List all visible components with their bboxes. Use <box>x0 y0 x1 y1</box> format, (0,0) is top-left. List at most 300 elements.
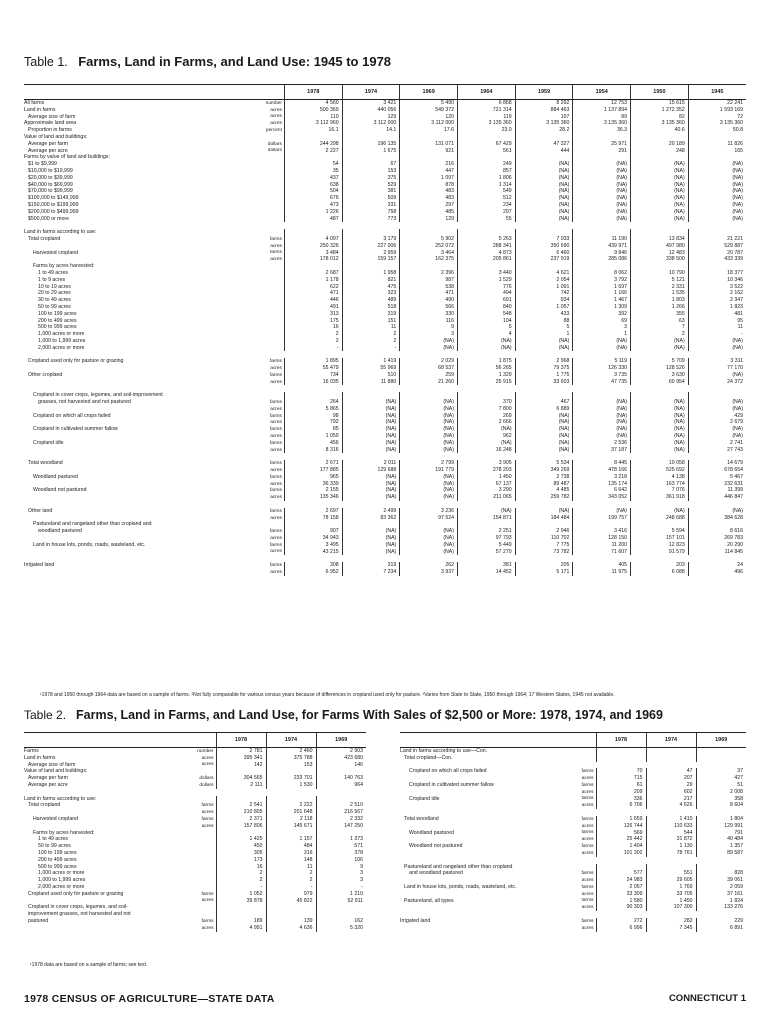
table2-right-header-row <box>400 733 746 748</box>
data-cell: 1 166 <box>573 290 631 297</box>
table-row <box>24 120 746 127</box>
data-cell <box>216 911 266 918</box>
data-cell: 145 671 <box>266 823 316 830</box>
spacer-cell <box>24 351 746 358</box>
data-cell: 5 534 <box>515 460 573 467</box>
data-cell <box>515 521 573 528</box>
data-cell: 16 <box>216 864 266 871</box>
data-cell: 73 782 <box>515 549 573 556</box>
row-label <box>24 419 256 426</box>
data-cell: 2 799 <box>400 460 458 467</box>
data-cell: 135 174 <box>573 481 631 488</box>
data-cell: 965 <box>284 474 342 481</box>
data-cell: 2 054 <box>515 277 573 284</box>
data-cell: (NA) <box>342 447 400 454</box>
table1-title <box>24 54 391 69</box>
table-row <box>24 481 746 488</box>
data-cell: 1 309 <box>573 304 631 311</box>
table-row <box>24 911 366 918</box>
data-cell: 162 <box>316 918 366 925</box>
table-row <box>24 535 746 542</box>
data-cell: 2 008 <box>696 789 746 796</box>
data-cell: 518 <box>342 304 400 311</box>
row-label: 1,000 acres or more <box>38 870 85 877</box>
row-unit <box>256 521 284 528</box>
row-unit: farms <box>581 816 594 822</box>
data-cell: (NA) <box>573 413 631 420</box>
table-row <box>24 168 746 175</box>
table-row <box>24 202 746 209</box>
data-cell: 496 <box>688 569 746 576</box>
data-cell: 165 <box>688 148 746 155</box>
table-row <box>24 843 366 850</box>
data-cell: 17.6 <box>400 127 458 134</box>
data-cell: 3 464 <box>400 250 458 257</box>
table-row <box>24 419 746 426</box>
row-label <box>24 243 256 250</box>
data-cell: 1 775 <box>515 372 573 379</box>
table2-number: Table 2. <box>24 708 67 722</box>
data-cell: 2 251 <box>457 528 515 535</box>
data-cell <box>457 229 515 236</box>
row-label: Proportion in farms <box>28 127 72 134</box>
row-label: Total cropland <box>28 802 61 809</box>
data-cell: 116 <box>400 318 458 325</box>
data-cell: 128 150 <box>573 535 631 542</box>
data-cell: 43 215 <box>284 549 342 556</box>
data-cell: (NA) <box>342 535 400 542</box>
data-cell: 934 <box>515 297 573 304</box>
data-cell: 56 265 <box>457 365 515 372</box>
data-cell <box>573 392 631 399</box>
data-cell: 2 959 <box>342 250 400 257</box>
data-cell: 2 <box>631 331 689 338</box>
header-blank <box>24 733 216 748</box>
data-cell: 250 326 <box>284 243 342 250</box>
data-cell: 47 327 <box>515 141 573 148</box>
data-cell <box>688 392 746 399</box>
data-cell: 7 <box>631 324 689 331</box>
data-cell: 1 804 <box>696 816 746 823</box>
table-row <box>400 850 746 857</box>
table-row <box>24 311 746 318</box>
data-cell: 282 <box>646 918 696 925</box>
table-row <box>400 830 746 837</box>
data-cell: (NA) <box>342 440 400 447</box>
table-row <box>400 802 746 809</box>
row-label: Land in farms according to use: <box>24 795 97 802</box>
data-cell: (NA) <box>688 161 746 168</box>
data-cell: 481 <box>688 311 746 318</box>
data-cell: 330 <box>400 311 458 318</box>
data-cell: 79 375 <box>515 365 573 372</box>
data-cell: 525 692 <box>631 467 689 474</box>
row-label: All farms <box>24 100 45 106</box>
row-unit <box>256 338 284 345</box>
data-cell: 249 <box>457 161 515 168</box>
data-cell: 227 006 <box>342 243 400 250</box>
data-cell <box>457 134 515 141</box>
row-label: 100 to 199 acres <box>38 310 77 317</box>
data-cell <box>515 263 573 270</box>
table-row <box>24 925 366 932</box>
data-cell: 216 567 <box>316 809 366 816</box>
data-cell: 191 779 <box>400 467 458 474</box>
data-cell: 272 <box>596 918 646 925</box>
row-unit: dollars <box>267 141 282 147</box>
data-cell: 12 753 <box>573 100 631 107</box>
data-cell: 840 <box>457 304 515 311</box>
row-unit: acres <box>201 762 214 768</box>
data-cell: 15 615 <box>631 100 689 107</box>
data-cell: 5 902 <box>400 236 458 243</box>
data-cell: 491 <box>284 304 342 311</box>
data-cell: 278 203 <box>457 467 515 474</box>
row-unit <box>192 850 216 857</box>
data-cell: - <box>342 345 400 352</box>
data-cell: 1 373 <box>316 836 366 843</box>
data-cell: 4 873 <box>457 250 515 257</box>
data-cell: 691 <box>457 297 515 304</box>
data-cell: 11 200 <box>573 542 631 549</box>
data-cell: (NA) <box>342 474 400 481</box>
data-cell: 107 300 <box>646 904 696 911</box>
data-cell: 63 <box>631 318 689 325</box>
data-cell: 54 <box>284 161 342 168</box>
row-label: Cropland in cover crops, legumes, and soil-improvement <box>33 392 163 399</box>
row-label: Value of land and buildings: <box>24 768 88 775</box>
data-cell: 163 774 <box>631 481 689 488</box>
row-label: Other cropland <box>28 371 63 378</box>
data-cell: (NA) <box>631 433 689 440</box>
row-unit <box>256 134 284 141</box>
table-row <box>24 379 746 386</box>
table-row <box>24 392 746 399</box>
data-cell: 305 <box>216 850 266 857</box>
data-cell: 12 483 <box>631 250 689 257</box>
year-header: 1978 <box>596 733 646 748</box>
data-cell: 319 <box>342 311 400 318</box>
data-cell: 361 918 <box>631 494 689 501</box>
data-cell: (NA) <box>688 338 746 345</box>
data-cell: 88 <box>515 318 573 325</box>
row-label: Irrigated land <box>400 917 431 924</box>
data-cell: (NA) <box>342 426 400 433</box>
data-cell: 343 052 <box>573 494 631 501</box>
data-cell <box>316 796 366 803</box>
data-cell: 135 346 <box>284 494 342 501</box>
data-cell: (NA) <box>573 182 631 189</box>
table-row <box>24 277 746 284</box>
data-cell: 1 769 <box>646 884 696 891</box>
data-cell: 72 <box>688 114 746 121</box>
data-cell: 110 633 <box>646 823 696 830</box>
data-cell: 11 399 <box>688 487 746 494</box>
row-label: Land in house lots, ponds, roads, wasteland, etc. <box>33 541 146 548</box>
year-header: 1954 <box>573 85 631 100</box>
data-cell: 1 <box>573 331 631 338</box>
table-row <box>24 775 366 782</box>
data-cell: 316 <box>266 850 316 857</box>
state-page-number: CONNECTICUT 1 <box>668 993 746 1004</box>
data-cell: 36 339 <box>284 481 342 488</box>
data-cell: 381 <box>342 188 400 195</box>
data-cell: 14 452 <box>457 569 515 576</box>
table-row <box>24 134 746 141</box>
year-header: 1974 <box>266 733 316 748</box>
data-cell: (NA) <box>400 413 458 420</box>
data-cell <box>688 154 746 161</box>
data-cell: 510 <box>342 372 400 379</box>
data-cell: (NA) <box>631 447 689 454</box>
row-unit <box>256 161 284 168</box>
data-cell <box>646 748 696 755</box>
table-row <box>24 324 746 331</box>
row-unit: acres <box>270 433 282 439</box>
data-cell <box>573 229 631 236</box>
data-cell: 2 679 <box>688 419 746 426</box>
data-cell: (NA) <box>457 338 515 345</box>
data-cell: (NA) <box>400 440 458 447</box>
row-label: Land in farms according to use: <box>24 229 97 236</box>
table-row <box>400 925 746 932</box>
data-cell: 162 375 <box>400 256 458 263</box>
data-cell: 237 919 <box>515 256 573 263</box>
data-cell: 47 <box>646 768 696 775</box>
row-unit <box>570 755 596 762</box>
data-cell <box>696 755 746 762</box>
data-cell <box>696 748 746 755</box>
data-cell: (NA) <box>688 345 746 352</box>
data-cell: (NA) <box>631 508 689 515</box>
data-cell: 14.1 <box>342 127 400 134</box>
data-cell: 175 <box>284 318 342 325</box>
table-row <box>24 782 366 789</box>
data-cell: 82 <box>631 114 689 121</box>
row-label <box>24 256 256 263</box>
table-row <box>24 918 366 925</box>
spacer-cell <box>400 762 746 769</box>
year-header: 1969 <box>400 85 458 100</box>
table-row <box>24 870 366 877</box>
table-row <box>400 782 746 789</box>
data-cell: 33 705 <box>646 891 696 898</box>
data-cell <box>400 229 458 236</box>
data-cell: (NA) <box>342 528 400 535</box>
data-cell: 151 <box>342 318 400 325</box>
row-unit: dollars <box>199 782 214 788</box>
table-row <box>24 508 746 515</box>
data-cell: 4 626 <box>646 802 696 809</box>
data-cell: (NA) <box>573 419 631 426</box>
data-cell: 8 604 <box>696 802 746 809</box>
data-cell: 3 522 <box>688 284 746 291</box>
data-cell <box>316 911 366 918</box>
data-cell: 1 895 <box>284 358 342 365</box>
data-cell: 549 372 <box>400 107 458 114</box>
row-label: $1 to $9,999 <box>28 161 57 168</box>
row-unit: farms <box>581 844 594 850</box>
row-label: Total woodland <box>28 460 63 467</box>
data-cell: 987 <box>400 277 458 284</box>
row-label: Cropland in cover crops, legumes, and soil- <box>28 904 128 911</box>
data-cell <box>342 521 400 528</box>
data-cell: 1 697 <box>573 284 631 291</box>
row-unit <box>256 195 284 202</box>
data-cell: (NA) <box>573 433 631 440</box>
data-cell: 3 236 <box>400 508 458 515</box>
data-cell: 20 189 <box>631 141 689 148</box>
row-label: $150,000 to $199,999 <box>28 201 79 208</box>
row-unit <box>256 209 284 216</box>
data-cell: 139 <box>266 918 316 925</box>
row-unit: acres <box>581 905 594 911</box>
data-cell: 11 <box>688 324 746 331</box>
table-row <box>24 762 366 769</box>
data-cell: 3 112 000 <box>400 120 458 127</box>
data-cell: (NA) <box>631 406 689 413</box>
data-cell: 456 <box>284 440 342 447</box>
data-cell: 5 119 <box>573 358 631 365</box>
row-label: Irrigated land <box>24 562 55 569</box>
data-cell <box>342 154 400 161</box>
row-unit: acres <box>581 789 594 795</box>
row-unit: farms <box>581 898 594 904</box>
data-cell: (NA) <box>688 372 746 379</box>
data-cell: 1 803 <box>631 297 689 304</box>
table-row <box>24 748 366 755</box>
data-cell: (NA) <box>342 433 400 440</box>
data-cell: 5 490 <box>400 100 458 107</box>
spacer-row <box>400 809 746 816</box>
table-row <box>24 864 366 871</box>
row-unit: acres <box>581 925 594 931</box>
data-cell <box>316 768 366 775</box>
data-cell: 676 <box>284 195 342 202</box>
row-unit: farms <box>269 372 282 378</box>
data-cell: 13 834 <box>631 236 689 243</box>
data-cell: 233 701 <box>266 775 316 782</box>
row-label: Farms by value of land and buildings: <box>24 154 110 161</box>
row-unit <box>256 154 284 161</box>
data-cell: (NA) <box>342 413 400 420</box>
data-cell: (NA) <box>515 433 573 440</box>
spacer-row <box>400 911 746 918</box>
data-cell: (NA) <box>631 161 689 168</box>
table-row <box>24 358 746 365</box>
data-cell: 2 059 <box>696 884 746 891</box>
row-unit <box>256 175 284 182</box>
data-cell: (NA) <box>457 426 515 433</box>
data-cell <box>573 154 631 161</box>
data-cell: (NA) <box>515 419 573 426</box>
data-cell: 89 587 <box>696 850 746 857</box>
table-row <box>24 494 746 501</box>
row-label: $40,000 to $69,999 <box>28 181 73 188</box>
data-cell: (NA) <box>688 168 746 175</box>
row-label: 10 to 19 acres <box>38 283 71 290</box>
data-cell: (NA) <box>515 175 573 182</box>
data-cell: 5 171 <box>515 569 573 576</box>
data-cell: 489 <box>342 297 400 304</box>
row-unit: farms <box>269 529 282 535</box>
row-unit: farms <box>581 884 594 890</box>
row-unit: acres <box>270 535 282 541</box>
row-unit: acres <box>581 850 594 856</box>
data-cell: 207 <box>646 775 696 782</box>
data-cell: 715 <box>596 775 646 782</box>
table-row <box>400 891 746 898</box>
data-cell: (NA) <box>515 338 573 345</box>
data-cell: 142 <box>216 762 266 769</box>
data-cell: 7 033 <box>515 236 573 243</box>
data-cell <box>631 392 689 399</box>
table2-right-body <box>400 748 746 932</box>
row-label: Average size of farm <box>28 761 76 768</box>
data-cell: (NA) <box>515 161 573 168</box>
row-label <box>24 379 256 386</box>
data-cell: 446 847 <box>688 494 746 501</box>
data-cell: (NA) <box>688 426 746 433</box>
data-cell: (NA) <box>573 161 631 168</box>
data-cell <box>216 904 266 911</box>
data-cell: 89 <box>573 114 631 121</box>
row-label: Woodland not pastured <box>33 487 87 494</box>
data-cell <box>631 521 689 528</box>
data-cell: (NA) <box>573 338 631 345</box>
row-unit: farms <box>581 782 594 788</box>
table2-right <box>400 732 746 932</box>
row-unit <box>256 284 284 291</box>
data-cell: 40 484 <box>696 836 746 843</box>
row-label: woodland pastured <box>38 528 82 535</box>
table-row <box>24 447 746 454</box>
data-cell: 285 086 <box>573 256 631 263</box>
data-cell: 16 248 <box>457 447 515 454</box>
data-cell: (NA) <box>688 433 746 440</box>
data-cell: 2 <box>342 338 400 345</box>
data-cell: 2 057 <box>596 884 646 891</box>
data-cell <box>400 392 458 399</box>
row-unit: acres <box>581 878 594 884</box>
data-cell: 2 536 <box>573 440 631 447</box>
data-cell: (NA) <box>688 175 746 182</box>
data-cell: (NA) <box>400 447 458 454</box>
data-cell: 6 868 <box>457 100 515 107</box>
data-cell: 248 688 <box>631 515 689 522</box>
data-cell <box>646 755 696 762</box>
row-unit <box>256 188 284 195</box>
data-cell: 3 290 <box>457 487 515 494</box>
data-cell: 27 743 <box>688 447 746 454</box>
table-row <box>24 426 746 433</box>
table-row <box>24 284 746 291</box>
row-label <box>24 515 256 522</box>
data-cell: 857 <box>457 168 515 175</box>
table-row <box>400 843 746 850</box>
row-label <box>400 775 570 782</box>
table-row <box>24 216 746 223</box>
data-cell: 1 <box>515 331 573 338</box>
row-label: 1,000 to 1,999 acres <box>38 337 86 344</box>
data-cell: 2 332 <box>316 816 366 823</box>
data-cell: 3 937 <box>400 569 458 576</box>
data-cell: 52 911 <box>316 898 366 905</box>
data-cell: 9 846 <box>573 250 631 257</box>
data-cell: 577 <box>596 870 646 877</box>
data-cell: (NA) <box>631 195 689 202</box>
data-cell: 2 118 <box>266 816 316 823</box>
